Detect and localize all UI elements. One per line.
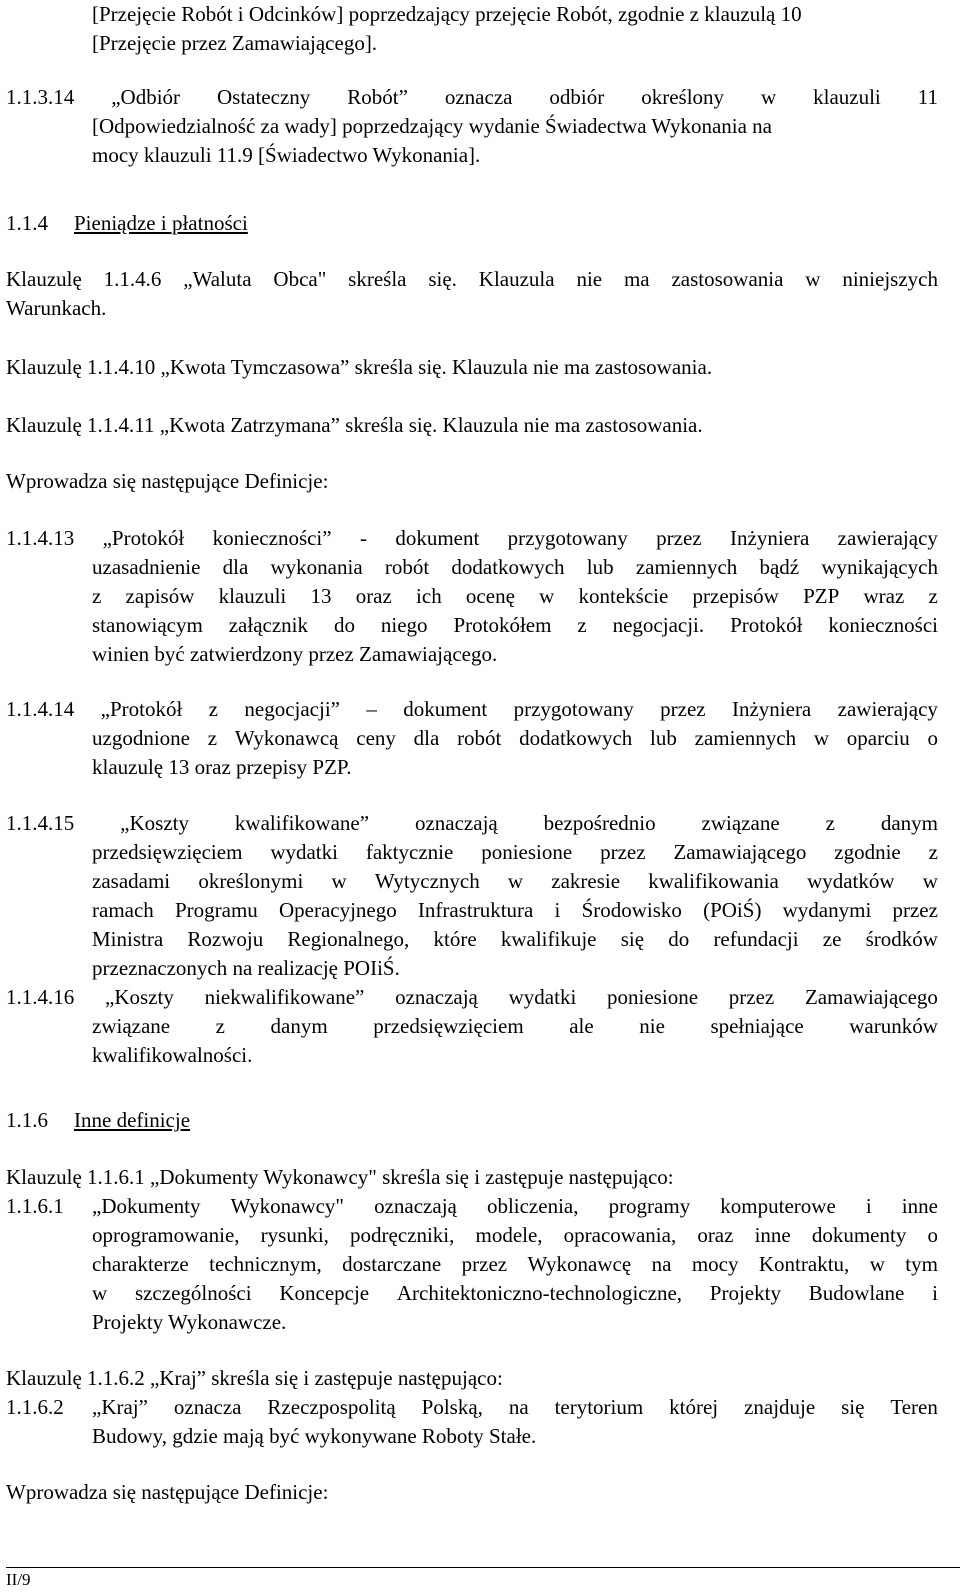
definitions-intro: Wprowadza się następujące Definicje:	[6, 469, 329, 493]
word: Programu	[174, 898, 258, 922]
section-number: 1.1.6	[6, 1108, 48, 1132]
word: –	[366, 697, 377, 721]
section-heading-1-1-6	[6, 1106, 190, 1135]
word: poniesione	[607, 985, 699, 1009]
word: przygotowany	[507, 526, 628, 550]
word: Wykonawcą	[234, 726, 339, 750]
word: niekwalifikowane”	[204, 985, 365, 1009]
word: oznaczają	[374, 1194, 457, 1218]
word: terytorium	[554, 1395, 644, 1419]
word: zamiennych	[694, 726, 797, 750]
word: z	[207, 726, 218, 750]
word: oznacza	[173, 1395, 242, 1419]
word: z	[215, 1014, 225, 1038]
clause-1-1-6-2-replacement: Klauzulę 1.1.6.2 „Kraj” skreśla się i zastępuje następująco:	[6, 1366, 503, 1390]
word: które	[433, 927, 477, 951]
word: przez	[728, 985, 775, 1009]
word: dokumenty	[811, 1223, 907, 1247]
definition-1-1-4-16-line-3: kwalifikowalności.	[92, 1043, 253, 1067]
word: zamiennych	[635, 555, 738, 579]
definition-1-1-4-13-line-2	[92, 553, 938, 582]
word: Klauzula	[478, 267, 555, 291]
word: dokument	[403, 697, 488, 721]
word: ceny	[356, 726, 396, 750]
definition-1-1-4-15-line-6: przeznaczonych na realizację POIiŚ.	[92, 956, 400, 980]
word: -	[359, 526, 367, 550]
word: 1.1.4.6	[103, 267, 162, 291]
word: zawierający	[837, 697, 938, 721]
word: uzasadnienie	[92, 555, 201, 579]
word: środków	[865, 927, 938, 951]
word: zgodnie	[834, 840, 901, 864]
word: oznacza	[444, 85, 513, 109]
word: w	[331, 869, 347, 893]
word: przygotowany	[513, 697, 634, 721]
word: oraz	[697, 1223, 734, 1247]
word: niego	[380, 613, 428, 637]
word: „Waluta	[183, 267, 252, 291]
word: w	[539, 584, 555, 608]
word: się	[620, 927, 645, 951]
word: PZP	[803, 584, 840, 608]
word: wydatków	[807, 869, 895, 893]
word: klauzuli	[813, 85, 881, 109]
word: 1.1.4.13	[6, 526, 75, 550]
word: „Koszty	[105, 985, 174, 1009]
definition-1-1-4-13-line-1	[6, 524, 938, 553]
word: oznaczają	[414, 811, 498, 835]
word: Zamawiającego	[804, 985, 938, 1009]
word: Projekty	[709, 1281, 781, 1305]
word: uzgodnione	[92, 726, 190, 750]
word: Obca"	[273, 267, 327, 291]
word: nie	[576, 267, 603, 291]
word: wynikających	[821, 555, 938, 579]
word: zawierający	[837, 526, 938, 550]
word: wykonania	[270, 555, 363, 579]
word: Architektoniczno-technologiczne,	[396, 1281, 683, 1305]
word: związane	[92, 1014, 171, 1038]
word: związane	[701, 811, 780, 835]
clause-1-1-3-14-line-1	[6, 83, 938, 112]
word: Protokół	[730, 613, 803, 637]
word: w	[92, 1281, 108, 1305]
definition-1-1-4-13-line-4	[92, 611, 938, 640]
word: faktycznie	[365, 840, 454, 864]
word: ale	[569, 1014, 594, 1038]
definition-1-1-6-1-line-2	[92, 1221, 938, 1250]
definition-1-1-4-14-line-1	[6, 695, 938, 724]
definition-1-1-6-2-line-2: Budowy, gdzie mają być wykonywane Roboty Stałe.	[92, 1424, 537, 1448]
word: przepisów	[692, 584, 779, 608]
word: poniesione	[481, 840, 573, 864]
section-title: Inne definicje	[74, 1108, 191, 1132]
definition-1-1-4-13-line-3	[92, 582, 938, 611]
clause-1-1-6-1-replacement: Klauzulę 1.1.6.1 „Dokumenty Wykonawcy" skreśla się i zastępuje następująco:	[6, 1165, 674, 1189]
word: w	[805, 267, 821, 291]
word: załącznik	[228, 613, 309, 637]
word: robót	[457, 726, 502, 750]
word: przez	[656, 526, 702, 550]
word: komputerowe	[720, 1194, 836, 1218]
word: Teren	[890, 1395, 938, 1419]
word: Wytycznych	[374, 869, 480, 893]
word: przedsięwzięciem	[92, 840, 243, 864]
word: Rzeczpospolitą	[267, 1395, 396, 1419]
word: oraz	[355, 584, 392, 608]
word: bezpośrednio	[543, 811, 656, 835]
word: dodatkowych	[519, 726, 633, 750]
word: Ostateczny	[216, 85, 311, 109]
word: „Odbiór	[111, 85, 181, 109]
word: Operacyjnego	[278, 898, 397, 922]
definition-1-1-6-2-line-1	[92, 1393, 938, 1422]
word: się	[841, 1395, 865, 1419]
word: technicznym,	[209, 1252, 322, 1276]
word: mocy	[691, 1252, 739, 1276]
word: charakterze	[92, 1252, 189, 1276]
word: konieczności”	[212, 526, 332, 550]
word: szczególności	[134, 1281, 252, 1305]
word: refundacji	[713, 927, 799, 951]
word: z	[825, 811, 835, 835]
word: Protokółem	[453, 613, 552, 637]
word: i	[865, 1194, 872, 1218]
word: zapisów	[125, 584, 195, 608]
word: modele,	[475, 1223, 543, 1247]
definition-1-1-4-15-line-2	[92, 838, 938, 867]
word: Ministra	[92, 927, 164, 951]
word: kwalifikuje	[500, 927, 597, 951]
word: na	[508, 1395, 529, 1419]
word: określonymi	[198, 869, 304, 893]
word: w	[813, 726, 830, 750]
word: inne	[754, 1223, 791, 1247]
word: zakresie	[551, 869, 621, 893]
word: 1.1.4.15	[6, 811, 75, 835]
word: danym	[270, 1014, 328, 1038]
word: zastosowania	[671, 267, 784, 291]
word: kwalifikowania	[648, 869, 779, 893]
word: bądź	[759, 555, 800, 579]
intro-line-1: [Przejęcie Robót i Odcinków] poprzedzający przejęcie Robót, zgodnie z klauzulą 10	[92, 2, 802, 26]
definition-1-1-6-2-number: 1.1.6.2	[6, 1395, 64, 1419]
word: i	[554, 898, 561, 922]
word: lub	[650, 726, 677, 750]
word: rysunki,	[260, 1223, 329, 1247]
word: Infrastruktura	[417, 898, 534, 922]
word: 13	[310, 584, 332, 608]
page-number: II/9	[6, 1570, 31, 1589]
word: „Kraj”	[92, 1395, 148, 1419]
word: Inżyniera	[731, 697, 812, 721]
definition-1-1-4-16-line-2	[92, 1012, 938, 1041]
word: oprogramowanie,	[92, 1223, 240, 1247]
definition-1-1-6-1-line-4	[92, 1279, 938, 1308]
word: do	[668, 927, 690, 951]
word: z	[577, 613, 587, 637]
word: Inżyniera	[730, 526, 810, 550]
word: „Koszty	[120, 811, 189, 835]
word: przez	[892, 898, 938, 922]
word: konieczności	[828, 613, 938, 637]
section-heading-1-1-4	[6, 209, 248, 238]
word: o	[927, 726, 938, 750]
definition-1-1-4-14-line-3: klauzulę 13 oraz przepisy PZP.	[92, 755, 352, 779]
definition-1-1-4-16-line-1	[6, 983, 938, 1012]
word: w	[507, 869, 524, 893]
word: „Protokół	[102, 526, 185, 550]
word: z	[928, 584, 938, 608]
word: klauzuli	[218, 584, 287, 608]
definition-1-1-4-14-line-2	[92, 724, 938, 753]
word: ma	[623, 267, 650, 291]
word: obliczenia,	[486, 1194, 579, 1218]
word: spełniające	[710, 1014, 804, 1038]
word: z	[208, 697, 218, 721]
word: ich	[416, 584, 442, 608]
word: przez	[660, 697, 706, 721]
word: tym	[905, 1252, 938, 1276]
definition-1-1-4-13-line-5: winien być zatwierdzony przez Zamawiającego.	[92, 642, 498, 666]
word: „Dokumenty	[92, 1194, 201, 1218]
word: określony	[641, 85, 725, 109]
word: w	[869, 1252, 885, 1276]
section-number: 1.1.4	[6, 211, 48, 235]
word: Koncepcje	[279, 1281, 370, 1305]
word: skreśla	[348, 267, 407, 291]
word: z	[928, 840, 938, 864]
word: Budowlane	[808, 1281, 905, 1305]
word: niniejszych	[842, 267, 938, 291]
word: której	[669, 1395, 719, 1419]
word: 1.1.4.16	[6, 985, 75, 1009]
word: zasadami	[92, 869, 171, 893]
word: 1.1.4.14	[6, 697, 75, 721]
word: Wykonawcy"	[230, 1194, 345, 1218]
paragraph-kwota-zatrzymana: Klauzulę 1.1.4.11 „Kwota Zatrzymana” skreśla się. Klauzula nie ma zastosowania.	[6, 413, 703, 437]
word: Polską,	[421, 1395, 483, 1419]
footer-divider	[6, 1567, 960, 1568]
definition-1-1-6-1-number: 1.1.6.1	[6, 1194, 64, 1218]
word: kontekście	[578, 584, 669, 608]
word: Regionalnego,	[287, 927, 410, 951]
word: inne	[901, 1194, 938, 1218]
word: 1.1.3.14	[6, 85, 75, 109]
word: odbiór	[549, 85, 605, 109]
word: (POiŚ)	[703, 898, 762, 922]
word: negocjacji”	[244, 697, 340, 721]
word: lub	[586, 555, 614, 579]
word: dodatkowych	[451, 555, 565, 579]
clause-1-1-3-14-line-3: mocy klauzuli 11.9 [Świadectwo Wykonania].	[92, 143, 481, 167]
definition-1-1-6-1-line-1	[92, 1192, 938, 1221]
word: ramach	[92, 898, 154, 922]
word: znajduje	[744, 1395, 816, 1419]
word: wydatki	[508, 985, 577, 1009]
word: warunków	[849, 1014, 938, 1038]
definition-1-1-4-15-line-5	[92, 925, 938, 954]
definition-1-1-6-1-line-5: Projekty Wykonawcze.	[92, 1310, 287, 1334]
word: Środowisko	[581, 898, 682, 922]
word: do	[333, 613, 355, 637]
definitions-intro-2: Wprowadza się następujące Definicje:	[6, 1480, 329, 1504]
definition-1-1-6-1-line-3	[92, 1250, 938, 1279]
word: ze	[822, 927, 842, 951]
paragraph-kwota-tymczasowa: Klauzulę 1.1.4.10 „Kwota Tymczasowa” skreśla się. Klauzula nie ma zastosowania.	[6, 355, 713, 379]
word: przez	[600, 840, 646, 864]
word: i	[932, 1281, 938, 1305]
word: programy	[608, 1194, 691, 1218]
intro-line-2: [Przejęcie przez Zamawiającego].	[92, 31, 378, 55]
word: kwalifikowane”	[234, 811, 370, 835]
word: Klauzulę	[6, 267, 82, 291]
word: dla	[222, 555, 249, 579]
definition-1-1-4-15-line-1	[6, 809, 938, 838]
definition-1-1-4-15-line-3	[92, 867, 938, 896]
paragraph-waluta-line-1	[6, 265, 938, 294]
word: przedsięwzięciem	[373, 1014, 524, 1038]
word: w	[922, 869, 938, 893]
word: wraz	[863, 584, 905, 608]
word: się.	[428, 267, 457, 291]
word: Robót”	[347, 85, 408, 109]
word: „Protokół	[100, 697, 183, 721]
word: stanowiącym	[92, 613, 203, 637]
word: wydanymi	[782, 898, 872, 922]
word: oparciu	[846, 726, 910, 750]
word: w	[760, 85, 777, 109]
word: Wykonawcę	[527, 1252, 632, 1276]
paragraph-waluta-line-2: Warunkach.	[6, 296, 107, 320]
word: robót	[384, 555, 430, 579]
word: dostarczane	[342, 1252, 442, 1276]
word: Kontraktu,	[758, 1252, 850, 1276]
word: Rozwoju	[187, 927, 264, 951]
word: z	[92, 584, 102, 608]
clause-1-1-3-14-line-2: [Odpowiedzialność za wady] poprzedzający wydanie Świadectwa Wykonania na	[92, 114, 772, 138]
definition-1-1-4-15-line-4	[92, 896, 938, 925]
word: podręczniki,	[350, 1223, 455, 1247]
word: 11	[917, 85, 938, 109]
word: na	[651, 1252, 672, 1276]
word: opracowania,	[563, 1223, 677, 1247]
word: nie	[639, 1014, 665, 1038]
word: negocjacji.	[612, 613, 705, 637]
section-title: Pieniądze i płatności	[74, 211, 248, 235]
word: przez	[461, 1252, 508, 1276]
word: oznaczają	[395, 985, 478, 1009]
word: dokument	[395, 526, 480, 550]
word: wydatki	[270, 840, 338, 864]
word: danym	[880, 811, 938, 835]
word: Zamawiającego	[673, 840, 807, 864]
word: o	[927, 1223, 938, 1247]
word: ocenę	[465, 584, 515, 608]
word: dla	[413, 726, 440, 750]
